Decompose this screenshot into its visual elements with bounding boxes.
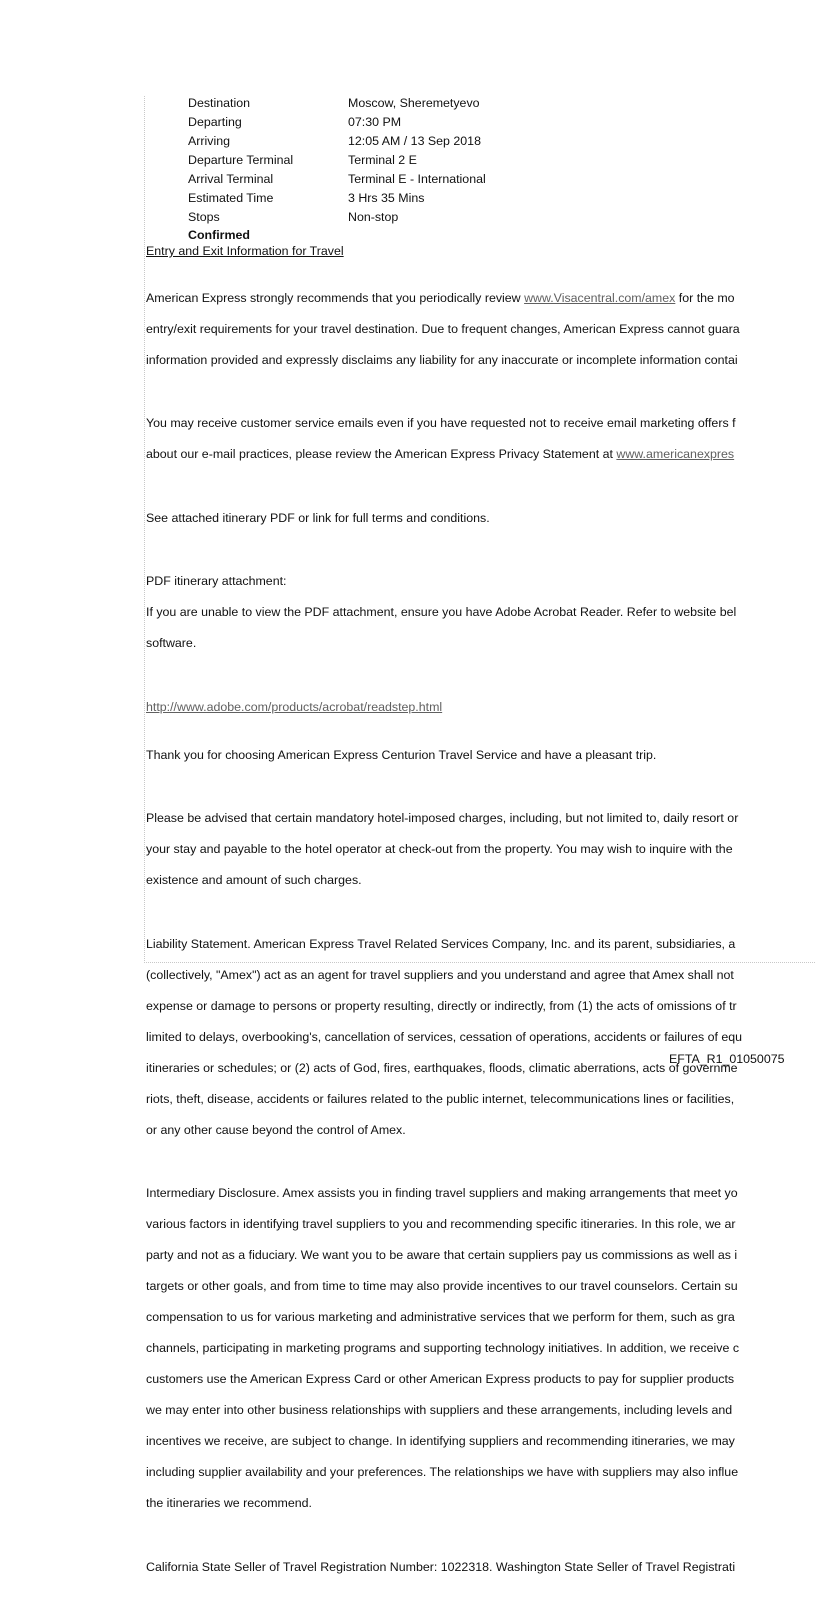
- seller-registration-paragraph: California State Seller of Travel Registration Number: 1022318. Washington State Seller of Travel Registrati: [146, 1559, 736, 1574]
- adobe-paragraph: [146, 684, 816, 715]
- document-id: EFTA_R1_01050075: [669, 1052, 785, 1066]
- adobe-link[interactable]: http://www.adobe.com/products/acrobat/readstep.html: [146, 699, 443, 714]
- detail-row-destination: Destination Moscow, Sheremetyevo: [188, 96, 480, 110]
- detail-row-departing: Departing 07:30 PM: [188, 115, 402, 129]
- detail-row-arriving: Arriving 12:05 AM / 13 Sep 2018: [188, 134, 481, 148]
- status-confirmed: Confirmed: [188, 228, 250, 242]
- pdf-paragraph: PDF itinerary attachment: If you are unable to view the PDF attachment, ensure you have Adobe Acrobat Reader. Refer to website bel software.: [146, 574, 737, 650]
- liability-paragraph: Liability Statement. American Express Travel Related Services Company, Inc. and its parent, subsidiaries, a (collectively, "Amex") act as an agent for travel suppliers and you understand and agree that Amex shall not expense or damage to persons or property resulting, directly or indirectly, from (1) the acts of omissions of tr limited to delays, overbooking's, cancellation of services, cessation of operations, accidents or failures of equ itineraries or schedules; or (2) acts of God, fires, earthquakes, floods, climatic aberrations, acts of governme riots, theft, disease, accidents or failures related to the public internet, telecommunications lines or facilities, or any other cause beyond the control of Amex.: [146, 936, 743, 1137]
- email-paragraph: You may receive customer service emails even if you have requested not to receive email marketing offers f about our e-mail practices, please review the American Express Privacy Statement at www.americanexpres: [146, 416, 736, 461]
- thanks-paragraph: Thank you for choosing American Express Centurion Travel Service and have a pleasant trip.: [146, 747, 657, 762]
- detail-row-arrival-terminal: Arrival Terminal Terminal E - International: [188, 172, 486, 186]
- detail-row-departure-terminal: Departure Terminal Terminal 2 E: [188, 153, 417, 167]
- visa-paragraph: American Express strongly recommends that you periodically review www.Visacentral.com/amex for the mo entry/exit requirements for your travel destination. Due to frequent changes, American Express cannot guara information provided and expressly disclaims any liability for any inaccurate or incomplete information contai: [146, 290, 740, 367]
- detail-row-estimated-time: Estimated Time 3 Hrs 35 Mins: [188, 191, 425, 205]
- terms-paragraph: See attached itinerary PDF or link for full terms and conditions.: [146, 510, 490, 525]
- privacy-statement-link[interactable]: www.americanexpres: [616, 447, 735, 461]
- detail-row-stops: Stops Non-stop: [188, 210, 399, 224]
- visacentral-link[interactable]: www.Visacentral.com/amex: [524, 290, 676, 305]
- flight-details: [188, 94, 816, 227]
- intermediary-paragraph: Intermediary Disclosure. Amex assists you in finding travel suppliers and making arrangements that meet yo various factors in identifying travel suppliers to you and recommending specific itineraries. In this role, we ar party and not as a fiduciary. We want you to be aware that certain suppliers pay us commissions as well as i targets or other goals, and from time to time may also provide incentives to our travel counselors. Certain su compensation to us for various marketing and administrative services that we perform for them, such as gra channels, participating in marketing programs and supporting technology initiatives. In addition, we receive c customers use the American Express Card or other American Express products to pay for supplier products we may enter into other business relationships with suppliers and these arrangements, including levels and incentives we receive, are subject to change. In identifying suppliers and recommending itineraries, we may including supplier availability and your preferences. The relationships we have with suppliers may also influe the itineraries we recommend.: [146, 1186, 740, 1510]
- entry-exit-heading: Entry and Exit Information for Travel: [146, 244, 344, 258]
- hotel-notice-paragraph: Please be advised that certain mandatory hotel-imposed charges, including, but not limited to, daily resort or your stay and payable to the hotel operator at check-out from the property. You may wish to inquire with the existence and amount of such charges.: [146, 811, 739, 887]
- itinerary-document: [146, 94, 816, 1608]
